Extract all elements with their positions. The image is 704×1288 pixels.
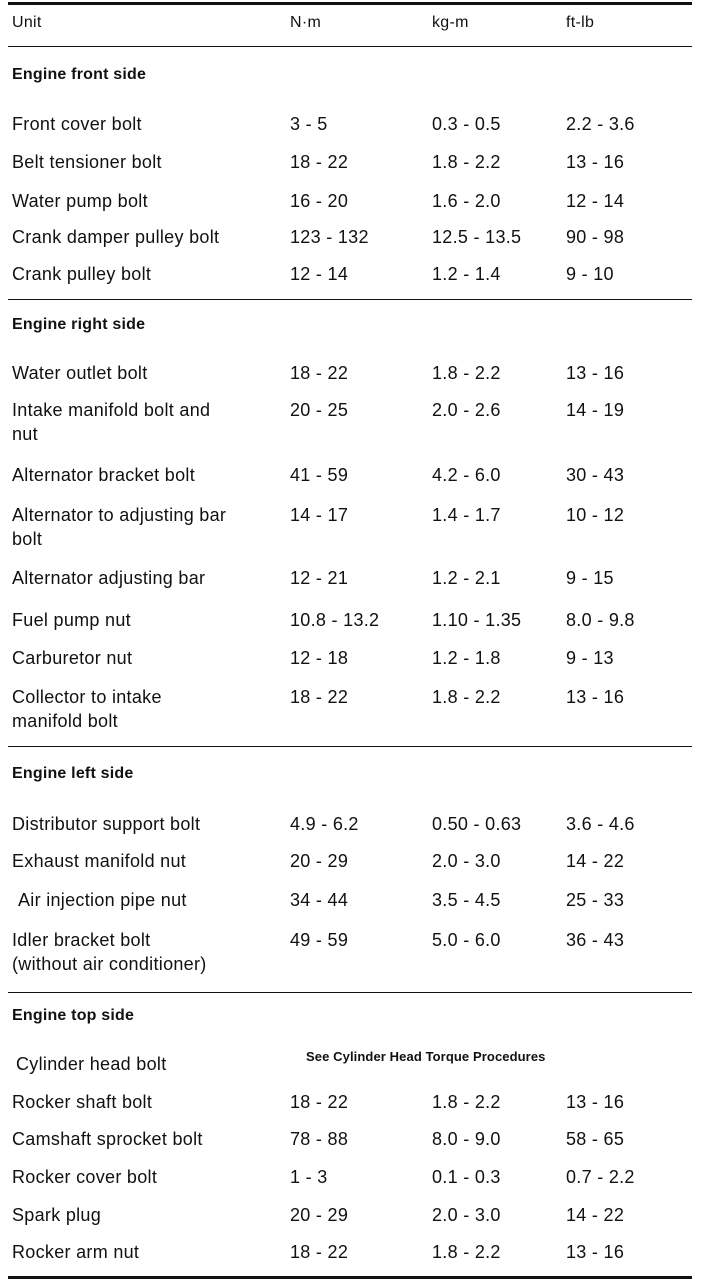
value-ftlb: 13 - 16	[566, 363, 625, 383]
part-name: Water outlet bolt	[12, 363, 148, 383]
value-ftlb: 90 - 98	[566, 227, 625, 247]
section-title: Engine left side	[12, 765, 134, 782]
part-name: Rocker cover bolt	[12, 1167, 158, 1187]
value-nm: 12 - 18	[290, 648, 349, 668]
value-nm: 18 - 22	[290, 1092, 349, 1112]
value-ftlb: 36 - 43	[566, 930, 625, 950]
value-nm: 78 - 88	[290, 1129, 349, 1149]
value-nm: 1 - 3	[290, 1167, 328, 1187]
value-kgm: 1.8 - 2.2	[432, 363, 501, 383]
value-kgm: 1.8 - 2.2	[432, 1242, 501, 1262]
value-nm: 12 - 14	[290, 264, 349, 284]
header-unit: Unit	[12, 14, 42, 31]
value-nm: 18 - 22	[290, 1242, 349, 1262]
section-rule	[8, 992, 692, 993]
value-ftlb: 14 - 22	[566, 1205, 625, 1225]
value-kgm: 12.5 - 13.5	[432, 227, 522, 247]
value-nm: 18 - 22	[290, 687, 349, 707]
part-name: Belt tensioner bolt	[12, 152, 162, 172]
part-name: Collector to intake manifold bolt	[12, 687, 162, 731]
value-kgm: 0.3 - 0.5	[432, 114, 501, 134]
value-kgm: 1.2 - 1.8	[432, 648, 501, 668]
value-ftlb: 13 - 16	[566, 1092, 625, 1112]
value-nm: 4.9 - 6.2	[290, 814, 359, 834]
value-nm: 123 - 132	[290, 227, 369, 247]
part-name: Exhaust manifold nut	[12, 851, 187, 871]
value-ftlb: 2.2 - 3.6	[566, 114, 635, 134]
value-kgm: 2.0 - 3.0	[432, 851, 501, 871]
part-name: Crank pulley bolt	[12, 264, 152, 284]
torque-spec-table	[8, 0, 692, 1288]
value-kgm: 1.4 - 1.7	[432, 505, 501, 525]
section-title: Engine top side	[12, 1007, 135, 1024]
header-rule	[8, 46, 692, 47]
value-kgm: 1.6 - 2.0	[432, 191, 501, 211]
value-nm: 18 - 22	[290, 363, 349, 383]
section-title: Engine front side	[12, 66, 147, 83]
value-kgm: 4.2 - 6.0	[432, 465, 501, 485]
value-nm: 16 - 20	[290, 191, 349, 211]
value-ftlb: 9 - 15	[566, 568, 614, 588]
value-nm: 10.8 - 13.2	[290, 610, 380, 630]
part-name: Camshaft sprocket bolt	[12, 1129, 203, 1149]
value-kgm: 5.0 - 6.0	[432, 930, 501, 950]
part-name: Water pump bolt	[12, 191, 148, 211]
value-nm: 20 - 29	[290, 851, 349, 871]
section-rule	[8, 299, 692, 300]
value-ftlb: 8.0 - 9.8	[566, 610, 635, 630]
value-ftlb: 10 - 12	[566, 505, 625, 525]
part-name: Distributor support bolt	[12, 814, 201, 834]
value-ftlb: 30 - 43	[566, 465, 625, 485]
value-ftlb: 13 - 16	[566, 152, 625, 172]
header-nm: N·m	[290, 14, 322, 31]
torque-procedure-note: See Cylinder Head Torque Procedures	[306, 1049, 546, 1064]
value-ftlb: 14 - 19	[566, 400, 625, 420]
value-ftlb: 12 - 14	[566, 191, 625, 211]
value-nm: 20 - 29	[290, 1205, 349, 1225]
value-ftlb: 14 - 22	[566, 851, 625, 871]
value-ftlb: 0.7 - 2.2	[566, 1167, 635, 1187]
value-kgm: 0.50 - 0.63	[432, 814, 522, 834]
value-ftlb: 9 - 13	[566, 648, 614, 668]
value-ftlb: 25 - 33	[566, 890, 625, 910]
value-nm: 18 - 22	[290, 152, 349, 172]
value-nm: 41 - 59	[290, 465, 349, 485]
value-nm: 14 - 17	[290, 505, 349, 525]
value-kgm: 1.8 - 2.2	[432, 152, 501, 172]
value-nm: 49 - 59	[290, 930, 349, 950]
value-kgm: 1.8 - 2.2	[432, 687, 501, 707]
value-kgm: 1.2 - 2.1	[432, 568, 501, 588]
value-nm: 34 - 44	[290, 890, 349, 910]
value-kgm: 2.0 - 2.6	[432, 400, 501, 420]
value-kgm: 1.8 - 2.2	[432, 1092, 501, 1112]
part-name: Alternator bracket bolt	[12, 465, 195, 485]
part-name: Alternator adjusting bar	[12, 568, 206, 588]
value-nm: 3 - 5	[290, 114, 328, 134]
value-ftlb: 9 - 10	[566, 264, 614, 284]
part-name: Carburetor nut	[12, 648, 133, 668]
section-title: Engine right side	[12, 316, 146, 333]
value-ftlb: 3.6 - 4.6	[566, 814, 635, 834]
part-name: Spark plug	[12, 1205, 102, 1225]
value-kgm: 1.2 - 1.4	[432, 264, 501, 284]
part-name: Idler bracket bolt (without air conditioner)	[12, 930, 207, 974]
value-kgm: 0.1 - 0.3	[432, 1167, 501, 1187]
part-name: Air injection pipe nut	[18, 890, 187, 910]
part-name: Rocker arm nut	[12, 1242, 140, 1262]
value-ftlb: 58 - 65	[566, 1129, 625, 1149]
section-rule	[8, 746, 692, 747]
part-name: Cylinder head bolt	[16, 1054, 167, 1074]
value-kgm: 1.10 - 1.35	[432, 610, 522, 630]
value-kgm: 8.0 - 9.0	[432, 1129, 501, 1149]
value-ftlb: 13 - 16	[566, 687, 625, 707]
top-rule	[8, 2, 692, 5]
header-ftlb: ft-lb	[566, 14, 595, 31]
part-name: Intake manifold bolt and nut	[12, 400, 211, 444]
part-name: Fuel pump nut	[12, 610, 131, 630]
value-kgm: 3.5 - 4.5	[432, 890, 501, 910]
value-ftlb: 13 - 16	[566, 1242, 625, 1262]
part-name: Alternator to adjusting bar bolt	[12, 505, 227, 549]
part-name: Rocker shaft bolt	[12, 1092, 153, 1112]
value-kgm: 2.0 - 3.0	[432, 1205, 501, 1225]
header-kgm: kg-m	[432, 14, 469, 31]
part-name: Crank damper pulley bolt	[12, 227, 220, 247]
value-nm: 20 - 25	[290, 400, 349, 420]
part-name: Front cover bolt	[12, 114, 142, 134]
bottom-rule	[8, 1276, 692, 1279]
value-nm: 12 - 21	[290, 568, 349, 588]
